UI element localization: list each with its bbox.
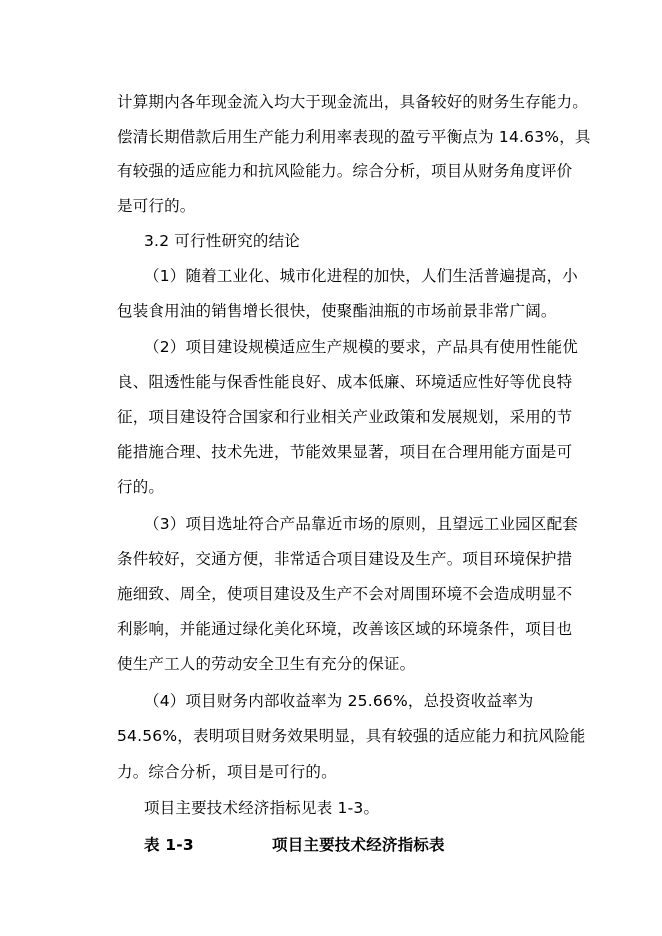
text-line-7: 包装食用油的销售增长很快，使聚酯油瓶的市场前景非常广阔。 [117, 302, 557, 320]
text-line-17: 使生产工人的劳动安全卫生有充分的保证。 [117, 655, 416, 673]
text-line-19: 54.56%，表明项目财务效果明显，具有较强的适应能力和抗风险能 [117, 727, 586, 745]
text-line-11: 能措施合理、技术先进，节能效果显著，项目在合理用能方面是可 [117, 443, 573, 461]
text-line-6: （1）随着工业化、城市化进程的加快，人们生活普遍提高，小 [144, 267, 578, 285]
section-heading: 3.2 可行性研究的结论 [144, 232, 300, 250]
text-line-18: （4）项目财务内部收益率为 25.66%，总投资收益率为 [144, 692, 534, 710]
text-line-10: 征，项目建设符合国家和行业相关产业政策和发展规划，采用的节 [117, 408, 573, 426]
text-line-3: 有较强的适应能力和抗风险能力。综合分析，项目从财务角度评价 [117, 162, 573, 180]
text-line-16: 利影响，并能通过绿化美化环境，改善该区域的环境条件，项目也 [117, 620, 573, 638]
text-line-15: 施细致、周全，使项目建设及生产不会对周围环境不会造成明显不 [117, 585, 573, 603]
text-line-8: （2）项目建设规模适应生产规模的要求，产品具有使用性能优 [144, 338, 578, 356]
text-line-12: 行的。 [117, 478, 165, 496]
text-line-13: （3）项目选址符合产品靠近市场的原则，且望远工业园区配套 [144, 515, 578, 533]
table-caption-label: 表 1-3 [144, 836, 194, 854]
table-caption-title: 项目主要技术经济指标表 [272, 836, 445, 854]
table-reference-line: 项目主要技术经济指标见表 1-3。 [144, 799, 380, 817]
text-line-2: 偿清长期借款后用生产能力利用率表现的盈亏平衡点为 14.63%，具 [117, 128, 591, 146]
text-line-9: 良、阻透性能与保香性能良好、成本低廉、环境适应性好等优良特 [117, 373, 573, 391]
text-line-4: 是可行的。 [117, 197, 196, 215]
text-line-14: 条件较好，交通方便，非常适合项目建设及生产。项目环境保护措 [117, 550, 573, 568]
text-line-20: 力。综合分析，项目是可行的。 [117, 763, 337, 781]
text-line-1: 计算期内各年现金流入均大于现金流出，具备较好的财务生存能力。 [117, 93, 589, 111]
